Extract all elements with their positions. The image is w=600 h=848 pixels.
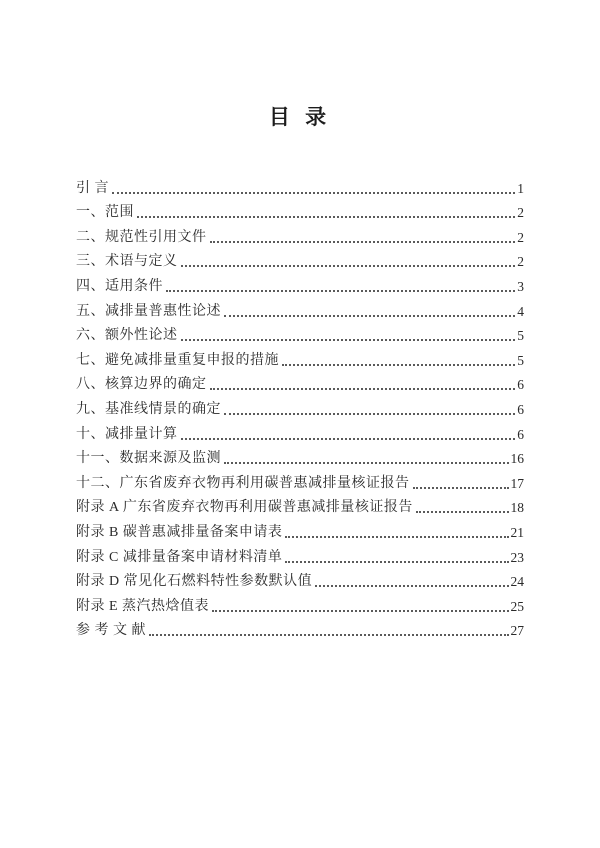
toc-entry	[76, 321, 524, 346]
toc-leader-dots	[416, 511, 509, 513]
toc-entry-page: 21	[510, 524, 524, 540]
toc-entry	[76, 296, 524, 321]
toc-entry-label: 十、减排量计算	[76, 426, 178, 442]
toc-entry	[76, 468, 524, 493]
toc-entry-label: 一、范围	[76, 205, 134, 221]
toc-entry	[76, 222, 524, 247]
toc-entry-page: 1	[517, 180, 524, 196]
toc-leader-dots	[413, 487, 509, 489]
toc-entry-page: 5	[517, 352, 524, 368]
toc-entry-label: 附录 B 碳普惠减排量备案申请表	[76, 524, 283, 540]
toc-entry-page: 23	[510, 549, 524, 565]
toc-entry-label: 附录 D 常见化石燃料特性参数默认值	[76, 574, 313, 590]
toc-leader-dots	[112, 192, 515, 194]
toc-entry	[76, 394, 524, 419]
toc-leader-dots	[181, 265, 516, 267]
toc-entry	[76, 493, 524, 518]
toc-entry-label: 七、避免减排量重复申报的措施	[76, 352, 279, 368]
toc-entry-label: 六、额外性论述	[76, 328, 178, 344]
toc-entry-page: 3	[517, 278, 524, 294]
toc-entry-page: 17	[510, 475, 524, 491]
toc-entry	[76, 444, 524, 469]
toc-leader-dots	[285, 561, 508, 563]
toc-leader-dots	[224, 413, 515, 415]
toc-leader-dots	[285, 536, 508, 538]
toc-entry-label: 八、核算边界的确定	[76, 377, 207, 393]
toc-leader-dots	[137, 216, 515, 218]
toc-entry	[76, 247, 524, 272]
toc-entry-page: 6	[517, 426, 524, 442]
toc-entry-label: 十二、广东省废弃衣物再利用碳普惠减排量核证报告	[76, 475, 410, 491]
toc-entry	[76, 591, 524, 616]
toc-leader-dots	[181, 339, 516, 341]
toc-leader-dots	[149, 634, 509, 636]
toc-entry-page: 2	[517, 254, 524, 270]
toc-leader-dots	[212, 610, 508, 612]
page-title: 目 录	[268, 105, 332, 129]
toc-entry-label: 二、规范性引用文件	[76, 229, 207, 245]
toc-entry-label: 引 言	[76, 180, 109, 196]
toc-entry-label: 五、减排量普惠性论述	[76, 303, 221, 319]
toc-entry	[76, 173, 524, 198]
toc-entry	[76, 517, 524, 542]
toc-entry-page: 5	[517, 328, 524, 344]
toc-entry-label: 四、适用条件	[76, 278, 163, 294]
toc-entry-page: 25	[510, 598, 524, 614]
toc-entry-page: 27	[510, 623, 524, 639]
toc-entry	[76, 271, 524, 296]
toc-entry-page: 18	[510, 500, 524, 516]
toc-entry-label: 三、术语与定义	[76, 254, 178, 270]
toc-entry-page: 2	[517, 205, 524, 221]
toc-entry	[76, 198, 524, 223]
toc-entry-page: 2	[517, 229, 524, 245]
toc-entry-page: 6	[517, 401, 524, 417]
toc-entry-label: 附录 A 广东省废弃衣物再利用碳普惠减排量核证报告	[76, 500, 413, 516]
toc-entry	[76, 370, 524, 395]
toc-entry-label: 参 考 文 献	[76, 623, 146, 639]
toc-entry-page: 16	[510, 451, 524, 467]
toc-entry-page: 24	[510, 574, 524, 590]
toc-leader-dots	[224, 462, 509, 464]
toc-leader-dots	[166, 290, 515, 292]
toc-entry	[76, 616, 524, 641]
toc-entry-label: 附录 E 蒸汽热焓值表	[76, 598, 210, 614]
toc-entry	[76, 419, 524, 444]
toc-entry-page: 4	[517, 303, 524, 319]
toc-leader-dots	[315, 585, 508, 587]
toc-entry	[76, 567, 524, 592]
toc-entry-page: 6	[517, 377, 524, 393]
toc-leader-dots	[210, 388, 516, 390]
toc-entry	[76, 542, 524, 567]
toc-leader-dots	[282, 364, 515, 366]
toc-leader-dots	[181, 438, 516, 440]
toc-leader-dots	[224, 315, 515, 317]
toc-entry-label: 九、基准线情景的确定	[76, 401, 221, 417]
toc-entry	[76, 345, 524, 370]
toc-list	[76, 173, 524, 640]
toc-entry-label: 十一、数据来源及监测	[76, 451, 221, 467]
toc-leader-dots	[210, 241, 516, 243]
toc-entry-label: 附录 C 减排量备案申请材料清单	[76, 549, 283, 565]
